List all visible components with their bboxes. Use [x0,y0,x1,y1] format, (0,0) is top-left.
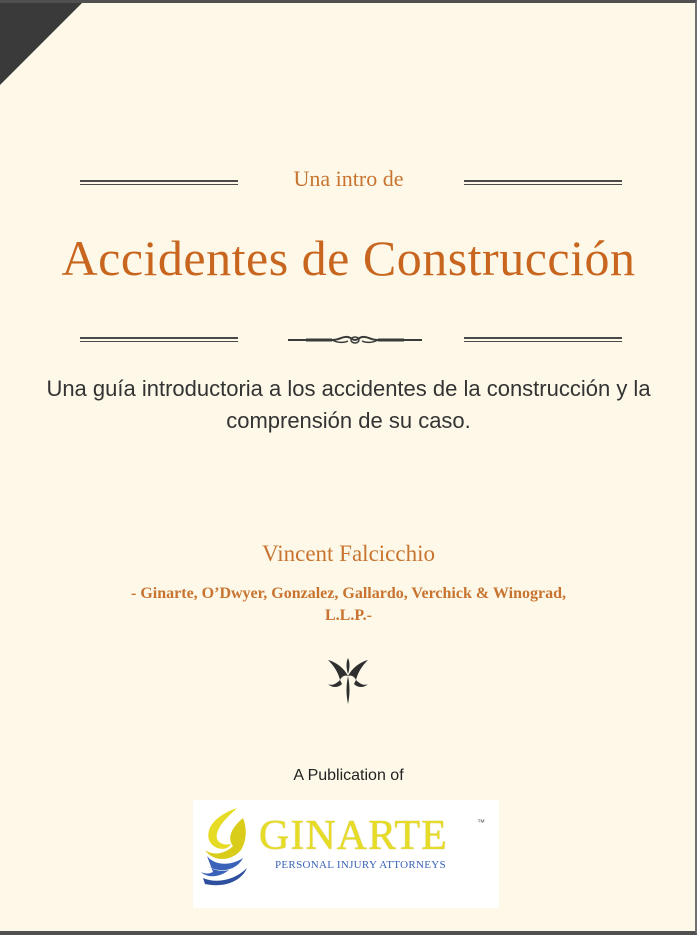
author-name: Vincent Falcicchio [262,541,435,566]
publication-label: A Publication of [293,767,404,784]
fleur-ornament-icon [326,656,370,706]
ginarte-logo [193,800,499,908]
cover-title: Accidentes de Construcción [61,230,636,286]
ornament-divider-icon [286,331,424,349]
rule-bottom-left [80,337,238,342]
flame-swoosh-icon [197,804,257,888]
cover-subtitle: Una guía introductoria a los accidentes de la construcción y la comprensión de su caso. [46,376,651,433]
page-corner-fold [0,3,82,85]
intro-text: Una intro de [293,166,404,191]
logo-name: GINARTE [259,813,448,859]
rule-bottom-right [464,337,622,342]
logo-tagline: PERSONAL INJURY ATTORNEYS [275,859,446,871]
law-firm-name: - Ginarte, O’Dwyer, Gonzalez, Gallardo, Verchick & Winograd, L.L.P.- [131,585,566,624]
logo-trademark: ™ [477,818,485,827]
